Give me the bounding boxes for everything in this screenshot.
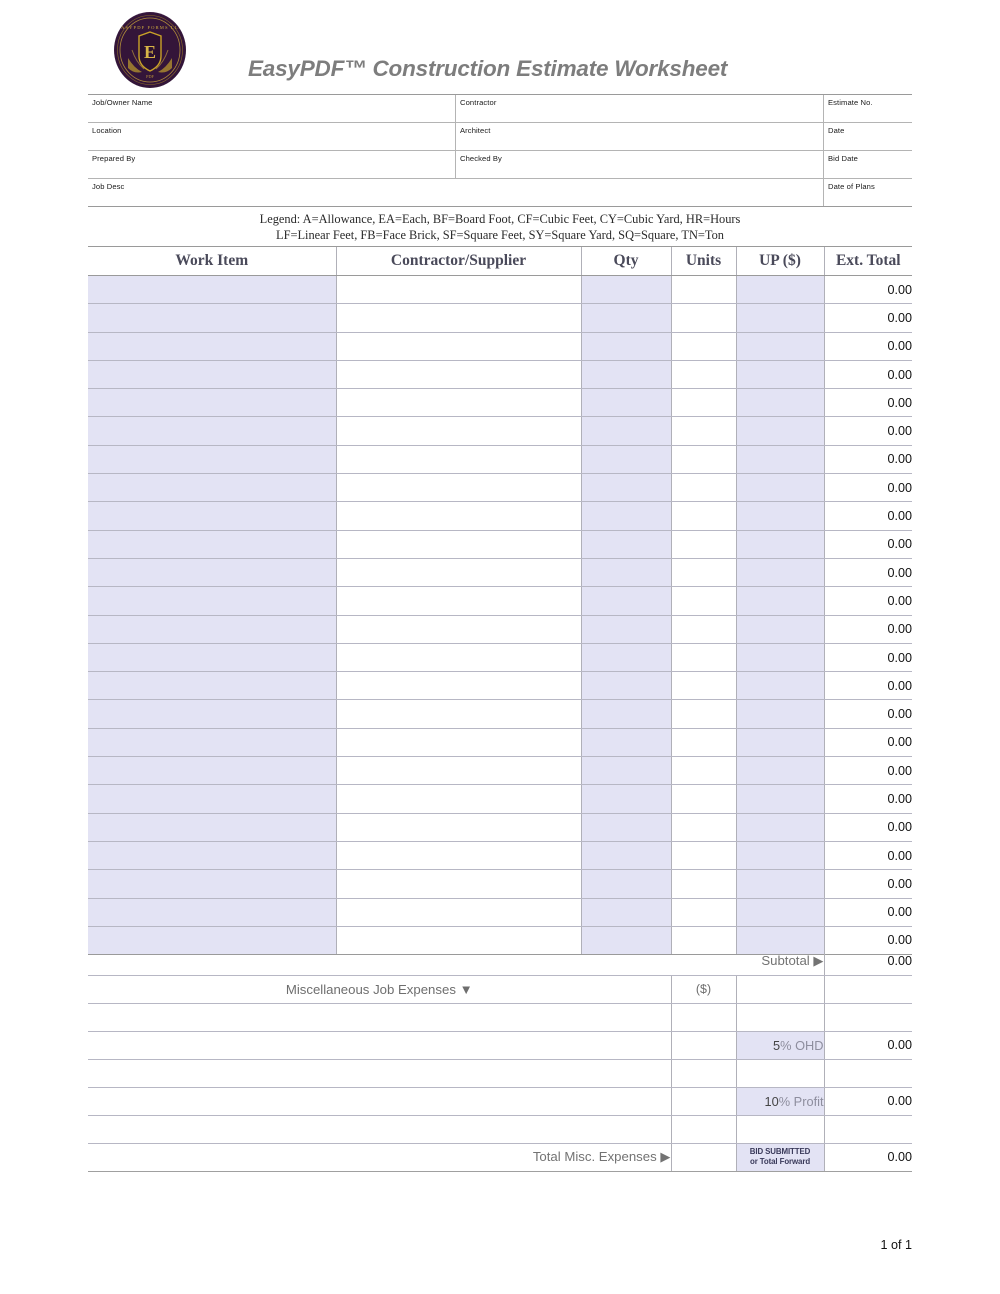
cell-work-item[interactable] (88, 474, 336, 502)
cell-unit-price[interactable] (736, 530, 824, 558)
table-row (88, 700, 912, 728)
cell-unit-price[interactable] (736, 474, 824, 502)
cell-ext-total: 0.00 (824, 898, 912, 926)
cell-units[interactable] (671, 898, 736, 926)
table-row (88, 360, 912, 388)
cell-qty[interactable] (581, 841, 671, 869)
table-row (88, 389, 912, 417)
cell-unit-price[interactable] (736, 304, 824, 332)
misc-expense-row (88, 1003, 912, 1031)
table-header-row (88, 247, 912, 276)
cell-ext-total: 0.00 (824, 417, 912, 445)
cell-work-item[interactable] (88, 304, 336, 332)
table-row (88, 276, 912, 304)
field-location[interactable]: Location (88, 123, 456, 150)
cell-work-item[interactable] (88, 672, 336, 700)
cell-unit-price[interactable] (736, 785, 824, 813)
cell-ext-total: 0.00 (824, 841, 912, 869)
page-title: EasyPDF™ Construction Estimate Worksheet (248, 56, 728, 81)
field-estimate-no[interactable]: Estimate No. (828, 98, 873, 107)
cell-unit-price[interactable] (736, 445, 824, 473)
units-legend (88, 212, 912, 243)
cell-unit-price[interactable] (736, 332, 824, 360)
table-row (88, 558, 912, 586)
cell-units[interactable] (671, 558, 736, 586)
field-job-owner-name[interactable]: Job/Owner Name (88, 95, 456, 122)
cell-unit-price[interactable] (736, 757, 824, 785)
cell-work-item[interactable] (88, 615, 336, 643)
document-header (88, 0, 912, 96)
misc-row-ext-spacer (824, 1003, 912, 1031)
misc-expense-row (88, 1115, 912, 1143)
cell-unit-price[interactable] (736, 615, 824, 643)
cell-ext-total: 0.00 (824, 502, 912, 530)
misc-expense-description[interactable] (88, 1059, 671, 1087)
misc-row-spacer (736, 1059, 824, 1087)
cell-unit-price[interactable] (736, 417, 824, 445)
cell-qty[interactable] (581, 360, 671, 388)
cell-units[interactable] (671, 276, 736, 304)
cell-unit-price[interactable] (736, 898, 824, 926)
cell-ext-total: 0.00 (824, 360, 912, 388)
cell-ext-total: 0.00 (824, 304, 912, 332)
cell-work-item[interactable] (88, 898, 336, 926)
cell-qty[interactable] (581, 587, 671, 615)
cell-contractor[interactable] (336, 445, 581, 473)
table-row (88, 898, 912, 926)
table-row (88, 813, 912, 841)
cell-contractor[interactable] (336, 757, 581, 785)
bid-submitted-label (736, 1143, 824, 1171)
cell-contractor[interactable] (336, 417, 581, 445)
cell-units[interactable] (671, 643, 736, 671)
cell-unit-price[interactable] (736, 558, 824, 586)
cell-contractor[interactable] (336, 360, 581, 388)
cell-contractor[interactable] (336, 643, 581, 671)
cell-contractor[interactable] (336, 841, 581, 869)
cell-ext-total: 0.00 (824, 643, 912, 671)
cell-contractor[interactable] (336, 870, 581, 898)
legend-line-2: LF=Linear Feet, FB=Face Brick, SF=Square Feet, SY=Square Yard, SQ=Square, TN=Ton (276, 227, 724, 242)
cell-ext-total: 0.00 (824, 870, 912, 898)
cell-units[interactable] (671, 841, 736, 869)
cell-work-item[interactable] (88, 841, 336, 869)
cell-qty[interactable] (581, 445, 671, 473)
cell-ext-total: 0.00 (824, 728, 912, 756)
cell-qty[interactable] (581, 672, 671, 700)
cell-ext-total: 0.00 (824, 332, 912, 360)
cell-contractor[interactable] (336, 615, 581, 643)
cell-qty[interactable] (581, 304, 671, 332)
cell-units[interactable] (671, 672, 736, 700)
cell-ext-total: 0.00 (824, 558, 912, 586)
form-row-4 (88, 179, 912, 207)
ohd-label: % OHD (780, 1037, 824, 1053)
field-bid-date[interactable]: Bid Date (828, 154, 858, 163)
misc-dollar-header: ($) (671, 975, 736, 1003)
cell-ext-total: 0.00 (824, 445, 912, 473)
cell-work-item[interactable] (88, 389, 336, 417)
table-row (88, 615, 912, 643)
bid-line-2: or Total Forward (749, 1157, 811, 1166)
cell-qty[interactable] (581, 643, 671, 671)
cell-units[interactable] (671, 785, 736, 813)
cell-work-item[interactable] (88, 785, 336, 813)
field-date-of-plans[interactable]: Date of Plans (828, 182, 875, 191)
misc-expense-row (88, 1059, 912, 1087)
ohd-value: 0.00 (824, 1031, 912, 1059)
cell-work-item[interactable] (88, 445, 336, 473)
cell-contractor[interactable] (336, 332, 581, 360)
cell-qty[interactable] (581, 870, 671, 898)
cell-units[interactable] (671, 530, 736, 558)
cell-units[interactable] (671, 587, 736, 615)
cell-contractor[interactable] (336, 530, 581, 558)
cell-units[interactable] (671, 445, 736, 473)
table-row (88, 785, 912, 813)
table-row (88, 672, 912, 700)
column-header-contractor-supplier: Contractor/Supplier (336, 247, 581, 276)
column-header-work-item: Work Item (88, 247, 336, 276)
total-misc-expenses-amount[interactable] (671, 1143, 736, 1171)
misc-header-spacer (736, 975, 824, 1003)
table-row (88, 502, 912, 530)
cell-contractor[interactable] (336, 502, 581, 530)
ohd-expense-amount[interactable] (671, 1031, 736, 1059)
cell-ext-total: 0.00 (824, 757, 912, 785)
cell-qty[interactable] (581, 332, 671, 360)
table-row (88, 757, 912, 785)
misc-row-spacer (736, 1115, 824, 1143)
ohd-percent-value: 5 (773, 1037, 781, 1053)
table-row (88, 474, 912, 502)
form-row-3 (88, 151, 912, 179)
cell-unit-price[interactable] (736, 643, 824, 671)
svg-text:EASYPDF FORMS LLC: EASYPDF FORMS LLC (117, 25, 183, 30)
subtotal-value: 0.00 (824, 947, 912, 975)
profit-value: 0.00 (824, 1087, 912, 1115)
cell-ext-total: 0.00 (824, 926, 912, 954)
cell-contractor[interactable] (336, 587, 581, 615)
misc-header-row (88, 975, 912, 1003)
form-row-1 (88, 95, 912, 123)
table-row (88, 445, 912, 473)
cell-contractor[interactable] (336, 672, 581, 700)
cell-contractor[interactable] (336, 389, 581, 417)
cell-qty[interactable] (581, 813, 671, 841)
cell-work-item[interactable] (88, 813, 336, 841)
cell-units[interactable] (671, 728, 736, 756)
misc-expense-description[interactable] (88, 1115, 671, 1143)
table-row (88, 417, 912, 445)
cell-qty[interactable] (581, 502, 671, 530)
cell-unit-price[interactable] (736, 728, 824, 756)
misc-row-spacer (736, 1003, 824, 1031)
cell-unit-price[interactable] (736, 813, 824, 841)
cell-ext-total: 0.00 (824, 700, 912, 728)
cell-qty[interactable] (581, 389, 671, 417)
cell-contractor[interactable] (336, 558, 581, 586)
cell-ext-total: 0.00 (824, 813, 912, 841)
bid-total-value: 0.00 (824, 1143, 912, 1171)
cell-ext-total: 0.00 (824, 615, 912, 643)
profit-percent-value: 10 (764, 1093, 779, 1109)
cell-qty[interactable] (581, 474, 671, 502)
misc-expense-description[interactable] (88, 1003, 671, 1031)
company-logo-icon (114, 12, 186, 88)
estimate-line-items-table (88, 246, 912, 955)
cell-unit-price[interactable] (736, 700, 824, 728)
summary-section (88, 947, 912, 1172)
svg-text:E: E (143, 42, 157, 62)
profit-expense-amount[interactable] (671, 1087, 736, 1115)
cell-qty[interactable] (581, 530, 671, 558)
field-date[interactable]: Date (828, 126, 845, 135)
cell-units[interactable] (671, 502, 736, 530)
table-row (88, 643, 912, 671)
profit-row (88, 1087, 912, 1115)
table-row (88, 530, 912, 558)
subtotal-row (88, 947, 912, 975)
cell-unit-price[interactable] (736, 841, 824, 869)
field-prepared-by[interactable]: Prepared By (88, 151, 456, 178)
cell-contractor[interactable] (336, 728, 581, 756)
cell-work-item[interactable] (88, 757, 336, 785)
table-row (88, 841, 912, 869)
column-header-ext-total: Ext. Total (824, 247, 912, 276)
cell-ext-total: 0.00 (824, 785, 912, 813)
cell-units[interactable] (671, 474, 736, 502)
cell-work-item[interactable] (88, 276, 336, 304)
profit-expense-description[interactable] (88, 1087, 671, 1115)
field-contractor[interactable]: Contractor (456, 95, 824, 122)
cell-qty[interactable] (581, 898, 671, 926)
total-misc-expenses-label: Total Misc. Expenses ▶ (88, 1143, 671, 1171)
cell-work-item[interactable] (88, 502, 336, 530)
cell-work-item[interactable] (88, 332, 336, 360)
cell-ext-total: 0.00 (824, 587, 912, 615)
cell-work-item[interactable] (88, 643, 336, 671)
cell-qty[interactable] (581, 615, 671, 643)
cell-contractor[interactable] (336, 898, 581, 926)
field-architect[interactable]: Architect (456, 123, 824, 150)
column-header-units: Units (671, 247, 736, 276)
cell-unit-price[interactable] (736, 276, 824, 304)
cell-units[interactable] (671, 813, 736, 841)
profit-label: % Profit (778, 1093, 824, 1109)
cell-work-item[interactable] (88, 870, 336, 898)
ohd-percent-field[interactable] (736, 1031, 824, 1059)
ohd-row (88, 1031, 912, 1059)
cell-units[interactable] (671, 332, 736, 360)
cell-ext-total: 0.00 (824, 474, 912, 502)
cell-ext-total: 0.00 (824, 530, 912, 558)
table-row (88, 332, 912, 360)
misc-row-ext-spacer (824, 1059, 912, 1087)
cell-contractor[interactable] (336, 785, 581, 813)
cell-units[interactable] (671, 389, 736, 417)
cell-qty[interactable] (581, 558, 671, 586)
cell-contractor[interactable] (336, 304, 581, 332)
cell-work-item[interactable] (88, 587, 336, 615)
cell-contractor[interactable] (336, 474, 581, 502)
table-row (88, 870, 912, 898)
legend-line-1: Legend: A=Allowance, EA=Each, BF=Board Foot, CF=Cubic Feet, CY=Cubic Yard, HR=Hours (259, 212, 741, 226)
cell-work-item[interactable] (88, 558, 336, 586)
table-row (88, 587, 912, 615)
cell-unit-price[interactable] (736, 360, 824, 388)
subtotal-label: Subtotal ▶ (88, 947, 824, 975)
cell-work-item[interactable] (88, 360, 336, 388)
cell-qty[interactable] (581, 700, 671, 728)
cell-work-item[interactable] (88, 417, 336, 445)
cell-units[interactable] (671, 304, 736, 332)
ohd-expense-description[interactable] (88, 1031, 671, 1059)
column-header-unit-price: UP ($) (736, 247, 824, 276)
cell-ext-total: 0.00 (824, 389, 912, 417)
page-indicator: 1 of 1 (880, 1238, 912, 1252)
cell-unit-price[interactable] (736, 672, 824, 700)
form-row-2 (88, 123, 912, 151)
bid-line-1: BID SUBMITTED (749, 1147, 811, 1156)
total-misc-expenses-row (88, 1143, 912, 1171)
cell-work-item[interactable] (88, 728, 336, 756)
column-header-qty: Qty (581, 247, 671, 276)
misc-expense-amount[interactable] (671, 1003, 736, 1031)
cell-units[interactable] (671, 615, 736, 643)
profit-percent-field[interactable] (736, 1087, 824, 1115)
cell-qty[interactable] (581, 757, 671, 785)
misc-row-ext-spacer (824, 1115, 912, 1143)
cell-units[interactable] (671, 360, 736, 388)
cell-qty[interactable] (581, 785, 671, 813)
svg-text:PDF: PDF (146, 74, 154, 79)
field-job-desc[interactable]: Job Desc (88, 179, 824, 206)
cell-unit-price[interactable] (736, 389, 824, 417)
cell-contractor[interactable] (336, 276, 581, 304)
cell-qty[interactable] (581, 417, 671, 445)
cell-unit-price[interactable] (736, 587, 824, 615)
cell-unit-price[interactable] (736, 870, 824, 898)
cell-work-item[interactable] (88, 530, 336, 558)
cell-qty[interactable] (581, 276, 671, 304)
table-row (88, 728, 912, 756)
misc-expense-amount[interactable] (671, 1115, 736, 1143)
cell-units[interactable] (671, 700, 736, 728)
cell-units[interactable] (671, 757, 736, 785)
cell-qty[interactable] (581, 728, 671, 756)
cell-contractor[interactable] (336, 813, 581, 841)
cell-units[interactable] (671, 417, 736, 445)
misc-expenses-header: Miscellaneous Job Expenses ▼ (88, 975, 671, 1003)
cell-contractor[interactable] (336, 700, 581, 728)
table-row (88, 304, 912, 332)
field-checked-by[interactable]: Checked By (456, 151, 824, 178)
misc-header-ext-spacer (824, 975, 912, 1003)
cell-work-item[interactable] (88, 700, 336, 728)
misc-expense-amount[interactable] (671, 1059, 736, 1087)
cell-units[interactable] (671, 870, 736, 898)
cell-ext-total: 0.00 (824, 276, 912, 304)
job-info-form (88, 94, 912, 207)
cell-ext-total: 0.00 (824, 672, 912, 700)
cell-unit-price[interactable] (736, 502, 824, 530)
